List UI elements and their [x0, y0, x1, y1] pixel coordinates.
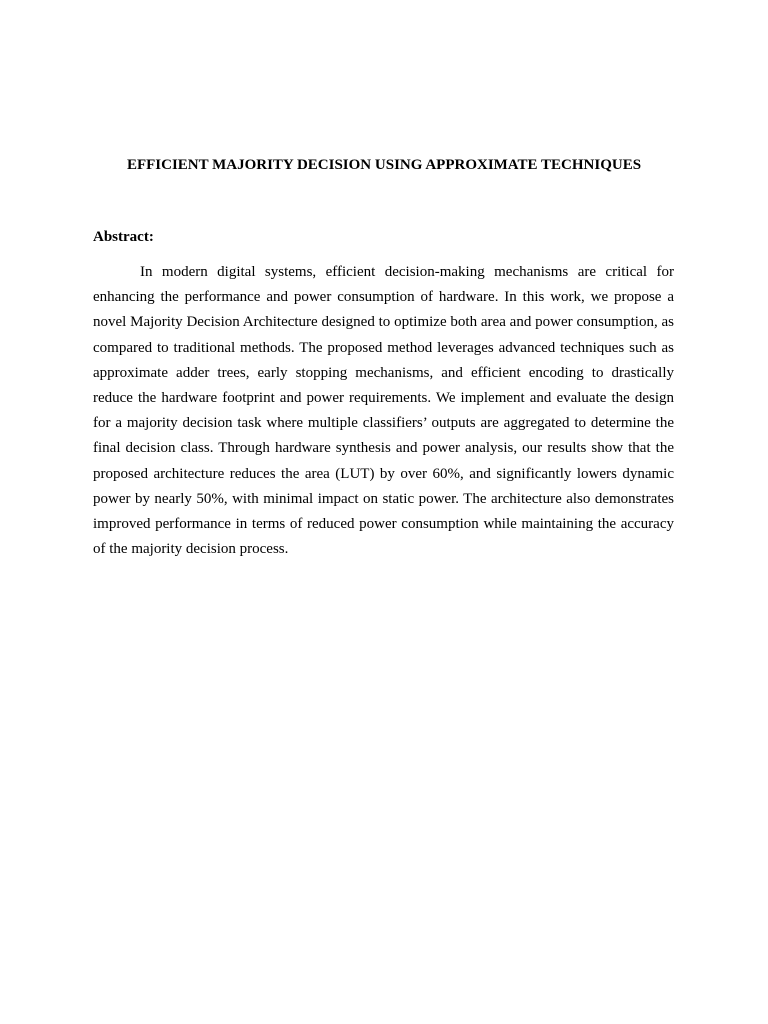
- abstract-heading: Abstract:: [93, 229, 154, 245]
- paper-title: EFFICIENT MAJORITY DECISION USING APPROXIMATE TECHNIQUES: [126, 157, 642, 173]
- abstract-paragraph: In modern digital systems, efficient decision-making mechanisms are critical for enhancing the performance and power consumption of hardware. In this work, we propose a novel Majority Decision Architecture designed to optimize both area and power consumption, as compared to traditional methods. The proposed method leverages advanced techniques such as approximate adder trees, early stopping mechanisms, and efficient encoding to drastically reduce the hardware footprint and power requirements. We implement and evaluate the design for a majority decision task where multiple classifiers’ outputs are aggregated to determine the final decision class. Through hardware synthesis and power analysis, our results show that the proposed architecture reduces the area (LUT) by over 60%, and significantly lowers dynamic power by nearly 50%, with minimal impact on static power. The architecture also demonstrates improved performance in terms of reduced power consumption while maintaining the accuracy of the majority decision process.: [93, 264, 674, 558]
